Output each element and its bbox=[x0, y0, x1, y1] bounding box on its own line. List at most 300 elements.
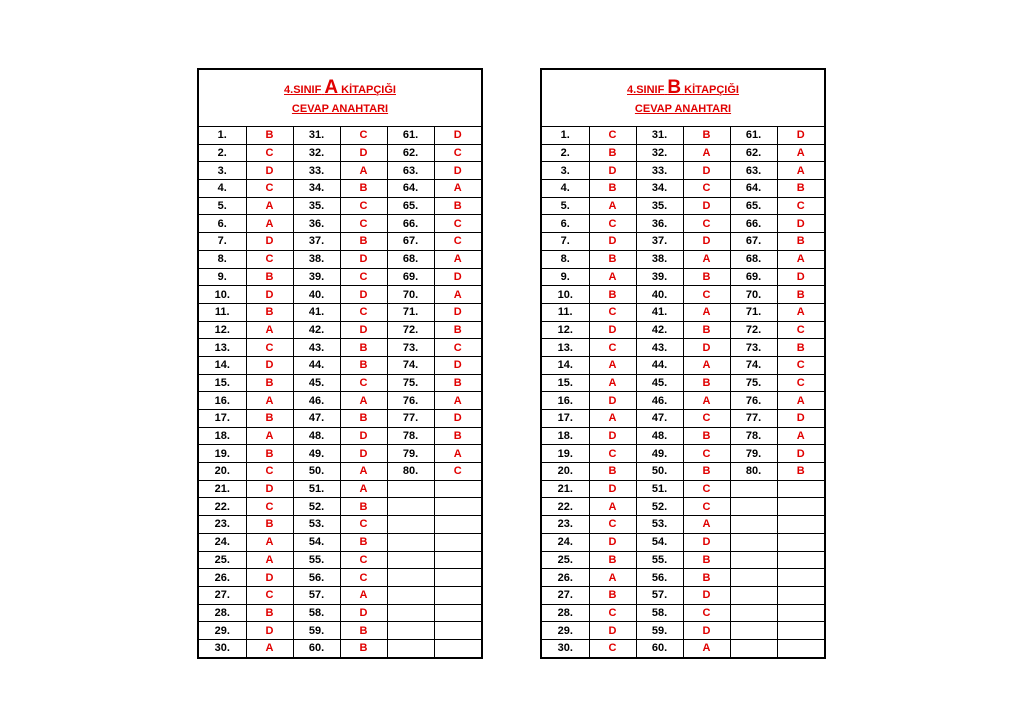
answer-cell: B bbox=[589, 180, 636, 198]
question-number: 74. bbox=[730, 356, 777, 374]
question-number: 70. bbox=[730, 286, 777, 304]
answer-cell: D bbox=[246, 622, 293, 640]
table-row bbox=[199, 162, 481, 180]
question-number: 59. bbox=[636, 622, 683, 640]
table-row bbox=[542, 162, 824, 180]
question-number: 56. bbox=[636, 569, 683, 587]
question-number: 71. bbox=[730, 303, 777, 321]
answer-cell: B bbox=[340, 339, 387, 357]
answer-cell: A bbox=[589, 569, 636, 587]
answer-cell: B bbox=[434, 197, 481, 215]
answer-cell: D bbox=[434, 410, 481, 428]
question-number: 68. bbox=[387, 250, 434, 268]
answer-cell: D bbox=[340, 321, 387, 339]
question-number: 57. bbox=[636, 586, 683, 604]
answer-cell: C bbox=[589, 127, 636, 144]
table-row bbox=[542, 622, 824, 640]
table-row bbox=[199, 356, 481, 374]
question-number bbox=[730, 569, 777, 587]
answer-key-sheet-a bbox=[197, 68, 483, 659]
question-number: 40. bbox=[293, 286, 340, 304]
question-number: 58. bbox=[293, 604, 340, 622]
table-row bbox=[542, 197, 824, 215]
question-number: 9. bbox=[199, 268, 246, 286]
table-row bbox=[199, 303, 481, 321]
answer-cell: C bbox=[340, 268, 387, 286]
answer-cell: A bbox=[683, 356, 730, 374]
question-number: 2. bbox=[199, 144, 246, 162]
answer-cell: D bbox=[777, 127, 824, 144]
question-number: 18. bbox=[199, 427, 246, 445]
booklet-letter: A bbox=[324, 77, 339, 98]
question-number: 38. bbox=[293, 250, 340, 268]
question-number: 62. bbox=[730, 144, 777, 162]
question-number bbox=[730, 516, 777, 534]
answer-cell: C bbox=[683, 180, 730, 198]
answer-cell: B bbox=[777, 180, 824, 198]
answer-cell bbox=[777, 533, 824, 551]
answer-cell: A bbox=[683, 392, 730, 410]
answer-cell: B bbox=[340, 498, 387, 516]
table-row bbox=[199, 427, 481, 445]
question-number: 3. bbox=[199, 162, 246, 180]
question-number: 45. bbox=[636, 374, 683, 392]
question-number: 30. bbox=[199, 639, 246, 656]
answer-cell: D bbox=[340, 427, 387, 445]
question-number: 59. bbox=[293, 622, 340, 640]
question-number: 80. bbox=[387, 463, 434, 481]
table-row bbox=[542, 604, 824, 622]
answer-cell: B bbox=[340, 622, 387, 640]
answer-cell: C bbox=[777, 356, 824, 374]
table-row bbox=[199, 516, 481, 534]
question-number: 65. bbox=[730, 197, 777, 215]
answer-cell: A bbox=[246, 321, 293, 339]
question-number: 49. bbox=[636, 445, 683, 463]
sheet-header bbox=[199, 70, 481, 127]
question-number: 46. bbox=[293, 392, 340, 410]
question-number: 26. bbox=[542, 569, 589, 587]
question-number: 53. bbox=[293, 516, 340, 534]
answer-cell: D bbox=[589, 321, 636, 339]
answer-cell: B bbox=[777, 463, 824, 481]
question-number: 30. bbox=[542, 639, 589, 656]
table-row bbox=[542, 180, 824, 198]
question-number bbox=[387, 569, 434, 587]
question-number: 11. bbox=[199, 303, 246, 321]
answer-cell: C bbox=[683, 445, 730, 463]
table-row bbox=[199, 586, 481, 604]
table-row bbox=[542, 498, 824, 516]
question-number bbox=[387, 586, 434, 604]
table-row bbox=[542, 356, 824, 374]
answer-cell: A bbox=[777, 144, 824, 162]
question-number: 63. bbox=[387, 162, 434, 180]
question-number: 7. bbox=[199, 233, 246, 251]
question-number: 31. bbox=[636, 127, 683, 144]
answer-cell: C bbox=[683, 215, 730, 233]
answer-cell: C bbox=[246, 463, 293, 481]
question-number: 44. bbox=[636, 356, 683, 374]
answer-cell: D bbox=[434, 356, 481, 374]
answer-cell: A bbox=[340, 586, 387, 604]
question-number: 56. bbox=[293, 569, 340, 587]
table-row bbox=[542, 480, 824, 498]
answer-cell: B bbox=[434, 427, 481, 445]
question-number: 39. bbox=[293, 268, 340, 286]
question-number: 5. bbox=[199, 197, 246, 215]
question-number: 39. bbox=[636, 268, 683, 286]
table-row bbox=[199, 463, 481, 481]
question-number: 32. bbox=[636, 144, 683, 162]
answer-cell: D bbox=[246, 569, 293, 587]
answer-cell: C bbox=[340, 215, 387, 233]
table-row bbox=[199, 180, 481, 198]
question-number: 35. bbox=[293, 197, 340, 215]
answer-cell: D bbox=[434, 268, 481, 286]
question-number: 22. bbox=[199, 498, 246, 516]
answer-cell: B bbox=[683, 321, 730, 339]
question-number bbox=[387, 604, 434, 622]
question-number: 67. bbox=[730, 233, 777, 251]
sheet-title bbox=[284, 79, 396, 99]
question-number: 27. bbox=[199, 586, 246, 604]
question-number: 33. bbox=[636, 162, 683, 180]
booklet-label: KİTAPÇIĞI bbox=[684, 84, 739, 96]
question-number: 10. bbox=[199, 286, 246, 304]
question-number: 42. bbox=[636, 321, 683, 339]
table-row bbox=[542, 516, 824, 534]
answer-cell: D bbox=[589, 233, 636, 251]
answer-cell: C bbox=[434, 215, 481, 233]
question-number: 12. bbox=[542, 321, 589, 339]
question-number: 79. bbox=[730, 445, 777, 463]
answer-cell: C bbox=[683, 410, 730, 428]
table-row bbox=[199, 551, 481, 569]
answer-cell: D bbox=[683, 586, 730, 604]
answer-cell: D bbox=[589, 162, 636, 180]
answer-cell: B bbox=[340, 410, 387, 428]
answer-cell: D bbox=[589, 533, 636, 551]
answer-cell: D bbox=[777, 445, 824, 463]
sheet-subtitle: CEVAP ANAHTARI bbox=[634, 103, 732, 115]
answer-cell: C bbox=[340, 516, 387, 534]
question-number: 44. bbox=[293, 356, 340, 374]
booklet-letter: B bbox=[667, 77, 682, 98]
question-number: 78. bbox=[730, 427, 777, 445]
table-row bbox=[199, 604, 481, 622]
answer-cell: C bbox=[683, 286, 730, 304]
answer-cell: D bbox=[683, 197, 730, 215]
question-number: 20. bbox=[199, 463, 246, 481]
answer-cell: C bbox=[589, 339, 636, 357]
question-number: 10. bbox=[542, 286, 589, 304]
answer-cell: A bbox=[340, 480, 387, 498]
answer-cell: D bbox=[340, 250, 387, 268]
question-number: 49. bbox=[293, 445, 340, 463]
question-number: 27. bbox=[542, 586, 589, 604]
answer-cell: A bbox=[434, 180, 481, 198]
question-number: 38. bbox=[636, 250, 683, 268]
question-number: 62. bbox=[387, 144, 434, 162]
answer-cell bbox=[777, 480, 824, 498]
question-number: 73. bbox=[387, 339, 434, 357]
answer-cell: C bbox=[777, 321, 824, 339]
answer-cell: A bbox=[589, 498, 636, 516]
question-number: 42. bbox=[293, 321, 340, 339]
answer-cell: A bbox=[589, 410, 636, 428]
answer-cell: D bbox=[589, 480, 636, 498]
question-number: 76. bbox=[387, 392, 434, 410]
answer-cell bbox=[434, 639, 481, 656]
question-number: 1. bbox=[542, 127, 589, 144]
question-number bbox=[387, 498, 434, 516]
answer-cell: A bbox=[340, 392, 387, 410]
question-number: 37. bbox=[293, 233, 340, 251]
answer-cell: C bbox=[340, 374, 387, 392]
table-row bbox=[542, 410, 824, 428]
question-number: 36. bbox=[636, 215, 683, 233]
sheet-header bbox=[542, 70, 824, 127]
table-row bbox=[199, 268, 481, 286]
answer-cell: D bbox=[589, 392, 636, 410]
question-number: 50. bbox=[636, 463, 683, 481]
answer-cell: C bbox=[589, 516, 636, 534]
answer-cell: D bbox=[246, 356, 293, 374]
answer-cell: D bbox=[246, 480, 293, 498]
question-number: 52. bbox=[293, 498, 340, 516]
question-number: 77. bbox=[387, 410, 434, 428]
answer-cell: A bbox=[589, 197, 636, 215]
answer-cell: C bbox=[246, 250, 293, 268]
question-number: 75. bbox=[387, 374, 434, 392]
question-number: 69. bbox=[730, 268, 777, 286]
answer-cell: D bbox=[777, 215, 824, 233]
answer-cell: A bbox=[434, 392, 481, 410]
answer-cell: A bbox=[777, 250, 824, 268]
answer-cell: D bbox=[340, 286, 387, 304]
answer-cell: B bbox=[683, 127, 730, 144]
question-number: 79. bbox=[387, 445, 434, 463]
answer-cell: C bbox=[777, 374, 824, 392]
question-number: 20. bbox=[542, 463, 589, 481]
question-number: 54. bbox=[636, 533, 683, 551]
table-row bbox=[542, 250, 824, 268]
question-number: 76. bbox=[730, 392, 777, 410]
question-number: 75. bbox=[730, 374, 777, 392]
answer-key-sheet-b bbox=[540, 68, 826, 659]
answer-cell bbox=[434, 480, 481, 498]
answer-cell: C bbox=[434, 144, 481, 162]
question-number: 28. bbox=[199, 604, 246, 622]
answer-cell: B bbox=[683, 268, 730, 286]
answer-cell bbox=[777, 639, 824, 656]
question-number: 32. bbox=[293, 144, 340, 162]
question-number: 43. bbox=[293, 339, 340, 357]
table-row bbox=[199, 569, 481, 587]
answer-cell: D bbox=[434, 303, 481, 321]
answer-cell: C bbox=[683, 498, 730, 516]
question-number: 54. bbox=[293, 533, 340, 551]
answer-cell: C bbox=[777, 197, 824, 215]
question-number: 40. bbox=[636, 286, 683, 304]
table-row bbox=[542, 392, 824, 410]
answer-cell bbox=[777, 586, 824, 604]
answer-cell: B bbox=[589, 250, 636, 268]
question-number: 24. bbox=[199, 533, 246, 551]
answer-cell bbox=[434, 498, 481, 516]
answer-cell: B bbox=[434, 321, 481, 339]
question-number: 24. bbox=[542, 533, 589, 551]
table-row bbox=[542, 586, 824, 604]
question-number: 66. bbox=[387, 215, 434, 233]
answer-cell: B bbox=[589, 551, 636, 569]
answer-cell: D bbox=[340, 604, 387, 622]
question-number bbox=[730, 533, 777, 551]
answer-cell: B bbox=[340, 533, 387, 551]
answer-cell: B bbox=[340, 180, 387, 198]
table-row bbox=[542, 268, 824, 286]
answer-cell: A bbox=[683, 144, 730, 162]
answer-cell: C bbox=[246, 498, 293, 516]
question-number: 73. bbox=[730, 339, 777, 357]
question-number: 70. bbox=[387, 286, 434, 304]
question-number: 46. bbox=[636, 392, 683, 410]
answer-cell: B bbox=[340, 639, 387, 656]
question-number: 57. bbox=[293, 586, 340, 604]
question-number: 16. bbox=[199, 392, 246, 410]
question-number: 15. bbox=[542, 374, 589, 392]
table-row bbox=[199, 250, 481, 268]
question-number: 23. bbox=[199, 516, 246, 534]
answer-cell: B bbox=[434, 374, 481, 392]
answer-cell: D bbox=[777, 268, 824, 286]
question-number: 48. bbox=[636, 427, 683, 445]
answer-cell: A bbox=[246, 427, 293, 445]
table-row bbox=[199, 197, 481, 215]
question-number: 47. bbox=[293, 410, 340, 428]
answer-cell: B bbox=[683, 551, 730, 569]
answer-cell: B bbox=[246, 604, 293, 622]
question-number: 48. bbox=[293, 427, 340, 445]
table-row bbox=[542, 339, 824, 357]
answer-cell: A bbox=[246, 533, 293, 551]
answer-cell: C bbox=[246, 339, 293, 357]
question-number: 65. bbox=[387, 197, 434, 215]
question-number: 21. bbox=[542, 480, 589, 498]
question-number: 64. bbox=[387, 180, 434, 198]
question-number: 25. bbox=[542, 551, 589, 569]
table-row bbox=[542, 533, 824, 551]
answer-cell: C bbox=[340, 127, 387, 144]
table-row bbox=[199, 233, 481, 251]
question-number: 11. bbox=[542, 303, 589, 321]
question-number: 9. bbox=[542, 268, 589, 286]
answer-cell: B bbox=[777, 286, 824, 304]
answer-cell: A bbox=[683, 516, 730, 534]
question-number: 41. bbox=[636, 303, 683, 321]
grade-label: 4.SINIF bbox=[284, 84, 322, 96]
question-number: 4. bbox=[542, 180, 589, 198]
question-number bbox=[730, 480, 777, 498]
table-row bbox=[199, 144, 481, 162]
question-number: 26. bbox=[199, 569, 246, 587]
answer-cell: A bbox=[434, 286, 481, 304]
question-number: 64. bbox=[730, 180, 777, 198]
answer-cell: C bbox=[589, 639, 636, 656]
question-number: 52. bbox=[636, 498, 683, 516]
question-number bbox=[730, 586, 777, 604]
question-number bbox=[387, 533, 434, 551]
grade-label: 4.SINIF bbox=[627, 84, 665, 96]
answer-cell: A bbox=[340, 162, 387, 180]
question-number: 3. bbox=[542, 162, 589, 180]
answer-cell: B bbox=[683, 374, 730, 392]
table-row bbox=[542, 551, 824, 569]
answer-cell: C bbox=[340, 197, 387, 215]
question-number bbox=[730, 551, 777, 569]
answer-cell: D bbox=[340, 144, 387, 162]
question-number: 72. bbox=[730, 321, 777, 339]
answer-cell: D bbox=[589, 622, 636, 640]
answer-cell: B bbox=[340, 233, 387, 251]
answer-cell bbox=[777, 604, 824, 622]
answer-cell: C bbox=[683, 604, 730, 622]
question-number: 45. bbox=[293, 374, 340, 392]
answer-cell: D bbox=[246, 233, 293, 251]
table-row bbox=[199, 445, 481, 463]
question-number: 8. bbox=[199, 250, 246, 268]
answer-cell: C bbox=[589, 215, 636, 233]
answer-cell: A bbox=[246, 392, 293, 410]
answer-cell: A bbox=[589, 268, 636, 286]
answer-cell: C bbox=[434, 463, 481, 481]
question-number bbox=[730, 498, 777, 516]
question-number: 31. bbox=[293, 127, 340, 144]
question-number: 55. bbox=[293, 551, 340, 569]
question-number bbox=[387, 516, 434, 534]
table-row bbox=[199, 533, 481, 551]
answer-cell: B bbox=[777, 233, 824, 251]
answer-cell: A bbox=[589, 356, 636, 374]
answer-cell: B bbox=[246, 410, 293, 428]
answer-cell bbox=[434, 604, 481, 622]
answer-table bbox=[542, 127, 824, 657]
answer-cell: A bbox=[777, 303, 824, 321]
table-row bbox=[542, 463, 824, 481]
question-number bbox=[387, 639, 434, 656]
question-number: 63. bbox=[730, 162, 777, 180]
answer-cell: A bbox=[683, 303, 730, 321]
question-number: 6. bbox=[199, 215, 246, 233]
answer-cell bbox=[777, 569, 824, 587]
table-row bbox=[199, 639, 481, 656]
answer-table bbox=[199, 127, 481, 657]
table-row bbox=[199, 392, 481, 410]
answer-cell: D bbox=[340, 445, 387, 463]
question-number: 17. bbox=[542, 410, 589, 428]
table-row bbox=[199, 286, 481, 304]
answer-cell: B bbox=[246, 303, 293, 321]
question-number: 17. bbox=[199, 410, 246, 428]
answer-cell: A bbox=[246, 639, 293, 656]
table-row bbox=[542, 144, 824, 162]
answer-cell: B bbox=[246, 127, 293, 144]
answer-cell: A bbox=[246, 551, 293, 569]
table-row bbox=[199, 622, 481, 640]
table-row bbox=[542, 321, 824, 339]
question-number: 47. bbox=[636, 410, 683, 428]
